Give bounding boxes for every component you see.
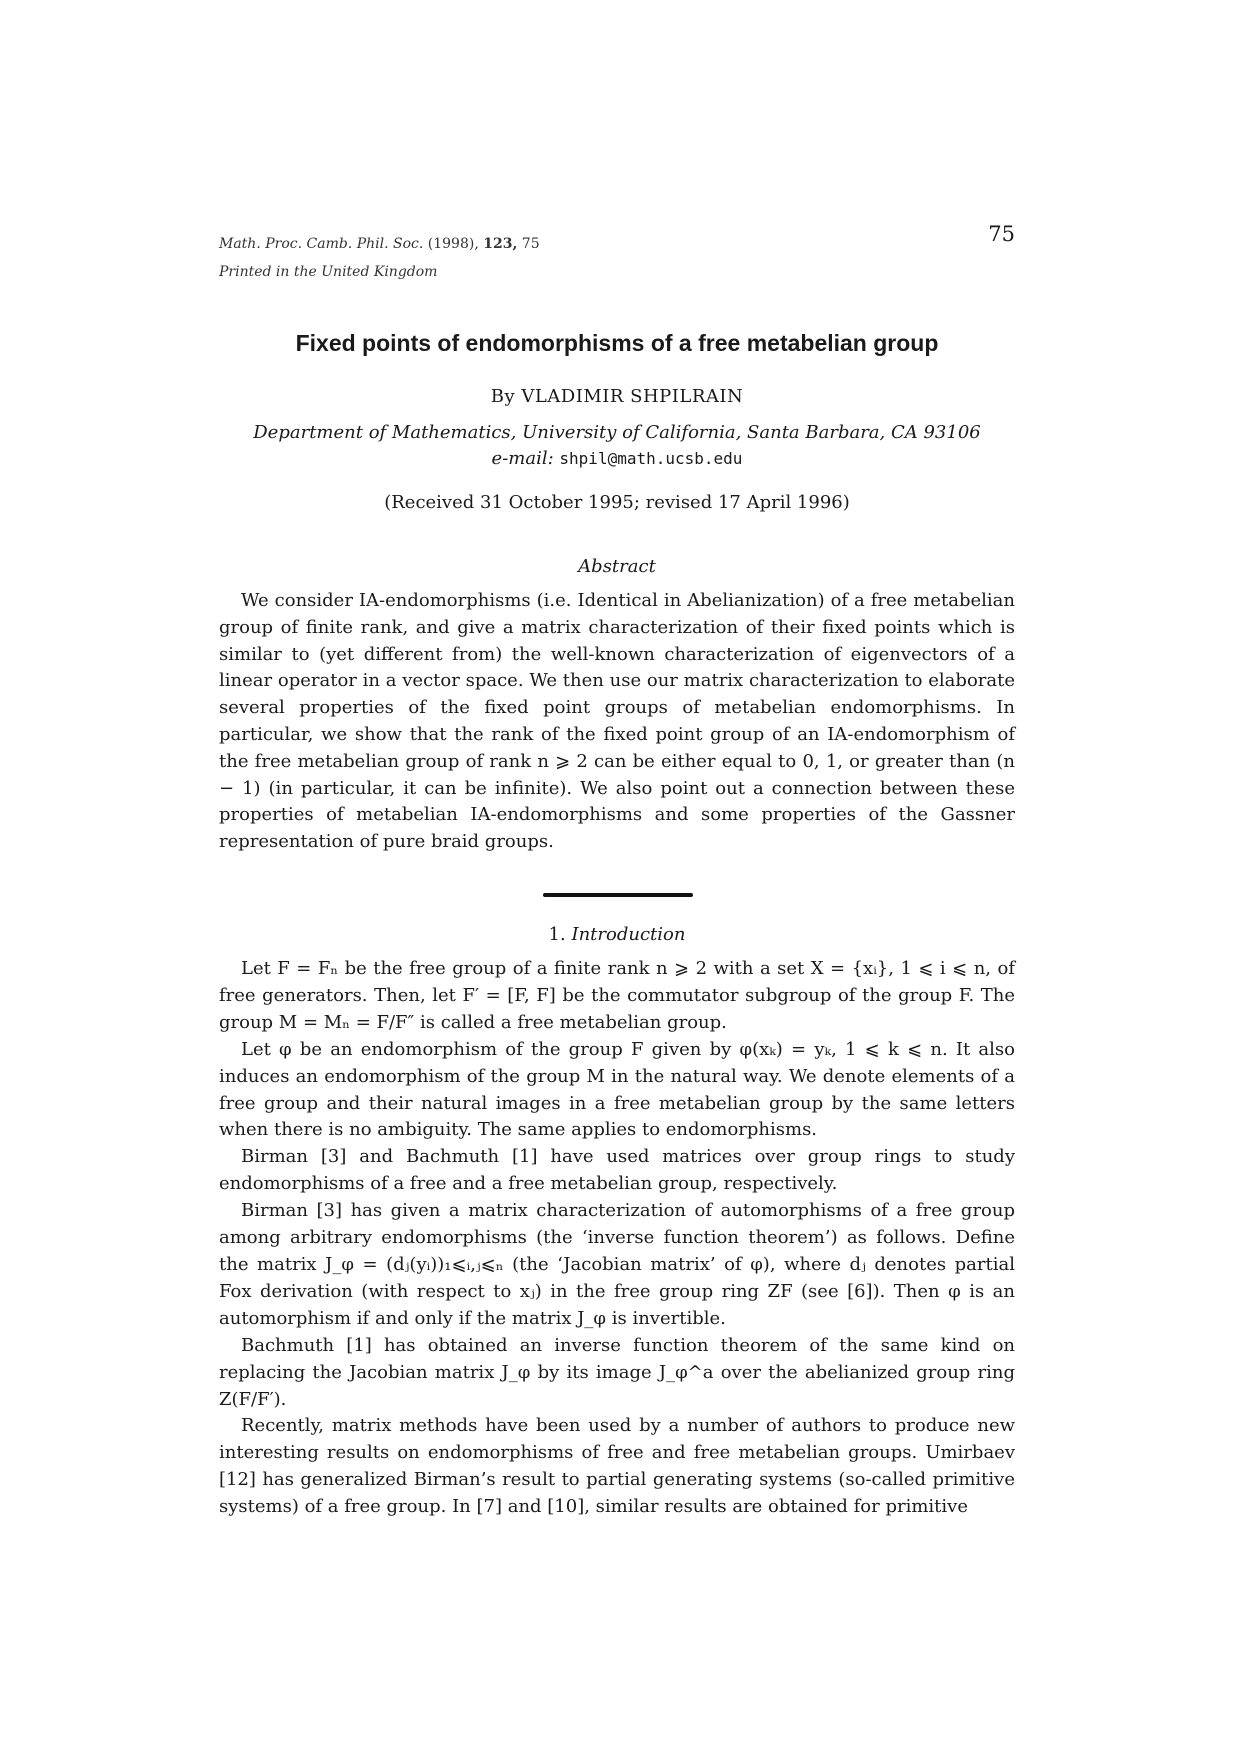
paragraph: Let F = Fₙ be the free group of a finite rank n ⩾ 2 with a set X = {xᵢ}, 1 ⩽ i ⩽ n, of free generators. Then, let F′ = [F, F] be the commutator subgroup of the group F. The group M = Mₙ = F/F″ is called a free metabelian group. — [219, 958, 1015, 1033]
abstract-text: We consider IA-endomorphisms (i.e. Identical in Abelianization) of a free metabelian group of finite rank, and give a matrix characterization of their fixed points which is similar to (yet different from) the well-known characterization of eigenvectors of a linear operator in a vector space. We then use our matrix characterization to elaborate several properties of the fixed point groups of metabelian endomorphisms. In particular, we show that the rank of the fixed point group of an IA-endomorphism of the free metabelian group of rank n ⩾ 2 can be either equal to 0, 1, or greater than (n − 1) (in particular, it can be infinite). We also point out a connection between these properties of metabelian IA-endomorphisms and some properties of the Gassner representation of pure braid groups. — [219, 590, 1015, 853]
section-heading — [219, 924, 1015, 945]
printed-note: Printed in the United Kingdom — [219, 264, 438, 280]
paragraph: Let φ be an endomorphism of the group F given by φ(xₖ) = yₖ, 1 ⩽ k ⩽ n. It also induces an endomorphism of the group M in the natural way. We denote elements of a free group and their natural images in a free metabelian group by the same letters when there is no ambiguity. The same applies to endomorphisms. — [219, 1038, 1015, 1141]
email-address[interactable]: shpil@math.ucsb.edu — [559, 449, 743, 468]
section-number: 1. — [548, 924, 566, 945]
journal-pages: 75 — [521, 236, 540, 252]
email-label: e-mail: — [491, 448, 554, 469]
received-dates: (Received 31 October 1995; revised 17 April 1996) — [384, 492, 850, 513]
section-divider — [543, 893, 693, 897]
author: By VLADIMIR SHPILRAIN — [490, 386, 744, 407]
journal-volume: 123, — [483, 236, 518, 252]
running-head — [219, 230, 1015, 286]
page-number: 75 — [988, 222, 1015, 246]
paragraph: Birman [3] has given a matrix characterization of automorphisms of a free group among arbitrary endomorphisms (the ‘inverse function theorem’) as follows. Define the matrix J_φ = (dⱼ(yᵢ))₁⩽ᵢ,ⱼ⩽ₙ (the ‘Jacobian matrix’ of φ), where dⱼ denotes partial Fox derivation (with respect to xⱼ) in the free group ring ZF (see [6]). Then φ is an automorphism if and only if the matrix J_φ is invertible. — [219, 1200, 1015, 1329]
paragraph: Recently, matrix methods have been used by a number of authors to produce new interesting results on endomorphisms of free and free metabelian groups. Umirbaev [12] has generalized Birman’s result to partial generating systems (so-called primitive systems) of a free group. In [7] and [10], similar results are obtained for primitive — [219, 1415, 1015, 1518]
section-body — [219, 956, 1015, 1521]
journal-year: (1998), — [427, 236, 479, 252]
journal-name: Math. Proc. Camb. Phil. Soc. — [219, 236, 424, 252]
abstract-heading: Abstract — [578, 556, 656, 577]
section-title: Introduction — [571, 924, 686, 945]
affiliation: Department of Mathematics, University of California, Santa Barbara, CA 93106 — [253, 422, 981, 443]
affiliation-block — [219, 420, 1015, 472]
paragraph: Bachmuth [1] has obtained an inverse function theorem of the same kind on replacing the Jacobian matrix J_φ by its image J_φ^a over the abelianized group ring Z(F/F′). — [219, 1334, 1015, 1410]
paragraph: Birman [3] and Bachmuth [1] have used matrices over group rings to study endomorphisms of a free and a free metabelian group, respectively. — [219, 1146, 1015, 1195]
paper-title: Fixed points of endomorphisms of a free metabelian group — [295, 330, 939, 356]
abstract — [219, 588, 1015, 856]
